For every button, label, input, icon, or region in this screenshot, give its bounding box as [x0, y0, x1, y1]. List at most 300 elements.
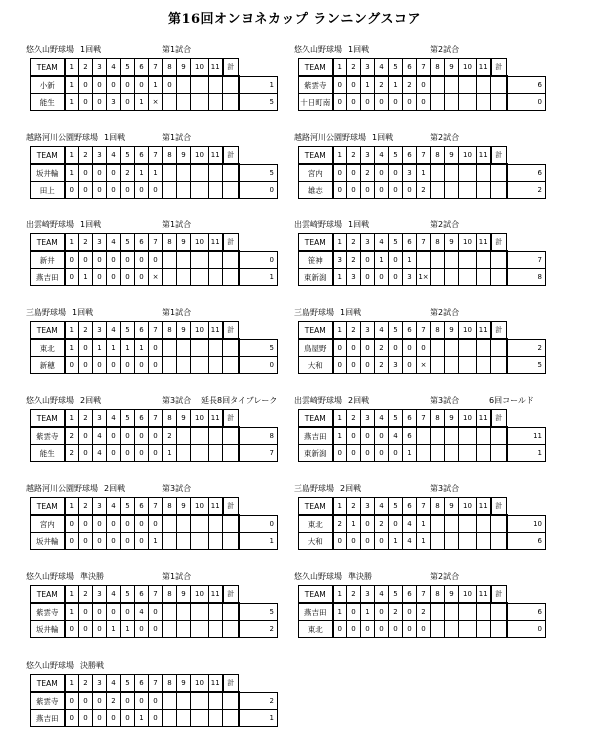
inning-column-header: 5	[121, 59, 135, 77]
inning-score-cell: 0	[361, 339, 375, 357]
team-name-cell: 小新	[31, 76, 65, 94]
team-name-cell: 田上	[31, 182, 65, 199]
inning-column-header: 7	[149, 410, 163, 428]
inning-score-cell	[445, 251, 459, 269]
inning-score-cell: 0	[361, 621, 375, 638]
score-table	[298, 585, 546, 638]
inning-score-cell: 0	[135, 445, 149, 462]
inning-score-cell: 0	[149, 182, 163, 199]
game-block	[294, 132, 552, 195]
team-score-row	[299, 533, 546, 550]
inning-score-cell	[163, 515, 177, 533]
inning-score-cell	[431, 269, 445, 286]
inning-score-cell	[445, 269, 459, 286]
game-header	[26, 571, 284, 583]
inning-column-header: 3	[93, 322, 107, 340]
inning-score-cell	[477, 357, 491, 374]
inning-column-header: 4	[107, 59, 121, 77]
team-score-row	[31, 515, 278, 533]
inning-score-cell: 1	[375, 251, 389, 269]
inning-score-cell: 1	[163, 445, 177, 462]
inning-score-cell	[459, 251, 477, 269]
inning-column-header: 11	[209, 59, 223, 77]
inning-score-cell: 0	[375, 269, 389, 286]
inning-score-cell	[209, 76, 223, 94]
team-name-cell: 大和	[299, 533, 333, 550]
game-header	[26, 44, 284, 56]
inning-score-cell: 4	[403, 515, 417, 533]
inning-score-cell: 0	[65, 692, 79, 710]
inning-score-cell: 0	[93, 603, 107, 621]
round-label: 1回戦	[348, 45, 370, 54]
team-name-cell: 東新潟	[299, 269, 333, 286]
inning-column-header: 10	[191, 234, 209, 252]
inning-score-cell: 1×	[417, 269, 431, 286]
inning-column-header: 2	[347, 59, 361, 77]
inning-score-cell	[477, 76, 491, 94]
inning-column-header: 2	[79, 59, 93, 77]
inning-column-header: 9	[445, 410, 459, 428]
inning-score-cell: 2	[333, 515, 347, 533]
team-name-cell: 鳥屋野	[299, 339, 333, 357]
inning-column-header: 11	[209, 234, 223, 252]
inning-score-cell	[491, 445, 507, 462]
inning-column-header: 8	[431, 498, 445, 516]
inning-score-cell	[177, 164, 191, 182]
inning-column-header: 9	[177, 410, 191, 428]
inning-score-cell	[191, 182, 209, 199]
inning-score-cell	[445, 445, 459, 462]
team-name-cell: 坂井輪	[31, 533, 65, 550]
game-note-label: 6回コールド	[489, 396, 534, 405]
inning-score-cell	[491, 269, 507, 286]
team-column-header: TEAM	[31, 675, 65, 693]
inning-score-cell: 0	[375, 533, 389, 550]
inning-column-header: 10	[459, 322, 477, 340]
inning-score-cell: 0	[347, 427, 361, 445]
inning-column-header: 5	[121, 147, 135, 165]
inning-score-cell: 0	[347, 94, 361, 111]
total-score-cell: 5	[507, 357, 546, 374]
inning-score-cell: 0	[417, 76, 431, 94]
venue-label: 悠久山野球場	[26, 45, 74, 54]
inning-score-cell	[417, 427, 431, 445]
total-score-cell: 1	[239, 710, 278, 727]
inning-score-cell	[191, 427, 209, 445]
round-label: 準決勝	[348, 572, 372, 581]
inning-score-cell	[191, 164, 209, 182]
inning-column-header: 6	[135, 147, 149, 165]
total-column-header: 計	[223, 59, 239, 77]
inning-score-cell: 0	[79, 182, 93, 199]
page-title: 第16回オンヨネカップ ランニングスコア	[167, 12, 422, 27]
inning-score-cell	[445, 533, 459, 550]
inning-column-header: 2	[79, 234, 93, 252]
total-score-cell: 6	[507, 76, 546, 94]
inning-score-cell: 0	[107, 445, 121, 462]
inning-column-header: 9	[445, 234, 459, 252]
total-column-header: 計	[491, 147, 507, 165]
inning-column-header: 3	[361, 147, 375, 165]
team-column-header: TEAM	[299, 234, 333, 252]
inning-column-header: 1	[65, 234, 79, 252]
inning-column-header: 3	[93, 234, 107, 252]
inning-score-cell: 0	[135, 182, 149, 199]
inning-score-cell: 1	[333, 603, 347, 621]
score-header-row	[299, 498, 546, 516]
inning-score-cell: 0	[403, 182, 417, 199]
inning-score-cell: 1	[149, 76, 163, 94]
inning-score-cell	[459, 94, 477, 111]
game-header	[26, 307, 284, 319]
inning-score-cell	[223, 339, 239, 357]
game-number-label: 第2試合	[430, 133, 460, 142]
inning-score-cell: 1	[149, 164, 163, 182]
total-score-cell: 0	[507, 621, 546, 638]
inning-column-header: 2	[79, 410, 93, 428]
inning-column-header: 10	[459, 498, 477, 516]
team-score-row	[31, 339, 278, 357]
inning-score-cell: 2	[361, 164, 375, 182]
inning-column-header: 11	[209, 322, 223, 340]
inning-score-cell: 0	[361, 269, 375, 286]
inning-column-header: 6	[135, 410, 149, 428]
game-number-label: 第3試合	[162, 396, 192, 405]
inning-score-cell	[223, 94, 239, 111]
inning-column-header: 7	[149, 234, 163, 252]
inning-column-header: 7	[149, 147, 163, 165]
inning-column-header: 7	[149, 322, 163, 340]
game-number-label: 第1試合	[162, 45, 192, 54]
inning-score-cell	[177, 515, 191, 533]
inning-score-cell: 0	[333, 445, 347, 462]
team-name-cell: 燕吉田	[31, 710, 65, 727]
team-score-row	[299, 621, 546, 638]
inning-column-header: 8	[163, 498, 177, 516]
inning-column-header: 5	[389, 147, 403, 165]
inning-column-header: 9	[177, 322, 191, 340]
inning-score-cell	[431, 182, 445, 199]
game-block	[26, 219, 284, 282]
inning-column-header: 6	[135, 498, 149, 516]
inning-score-cell: 0	[107, 710, 121, 727]
inning-score-cell	[209, 94, 223, 111]
total-column-header: 計	[491, 586, 507, 604]
inning-column-header: 7	[417, 59, 431, 77]
inning-score-cell	[459, 357, 477, 374]
game-number-label: 第1試合	[162, 220, 192, 229]
inning-score-cell: 0	[375, 603, 389, 621]
team-name-cell: 燕吉田	[31, 269, 65, 286]
inning-column-header: 3	[361, 234, 375, 252]
team-name-cell: 東新潟	[299, 445, 333, 462]
game-header	[26, 132, 284, 144]
inning-score-cell	[209, 339, 223, 357]
inning-column-header: 11	[209, 586, 223, 604]
inning-score-cell: 0	[79, 164, 93, 182]
inning-score-cell	[491, 427, 507, 445]
inning-score-cell: 0	[121, 445, 135, 462]
inning-score-cell	[223, 357, 239, 374]
score-header-row	[31, 59, 278, 77]
inning-column-header: 2	[79, 147, 93, 165]
round-label: 1回戦	[348, 220, 370, 229]
total-score-cell: 0	[239, 182, 278, 199]
inning-column-header: 8	[163, 59, 177, 77]
inning-column-header: 4	[375, 234, 389, 252]
inning-score-cell: 0	[79, 251, 93, 269]
inning-score-cell	[431, 515, 445, 533]
round-label: 決勝戦	[80, 661, 104, 670]
inning-column-header: 4	[375, 498, 389, 516]
inning-score-cell: 0	[375, 94, 389, 111]
inning-column-header: 3	[93, 675, 107, 693]
inning-column-header: 9	[445, 322, 459, 340]
score-header-row	[299, 586, 546, 604]
venue-label: 悠久山野球場	[26, 572, 74, 581]
inning-column-header: 10	[459, 410, 477, 428]
inning-score-cell	[445, 427, 459, 445]
inning-column-header: 3	[93, 498, 107, 516]
inning-score-cell	[177, 182, 191, 199]
inning-score-cell	[431, 621, 445, 638]
game-number-label: 第2試合	[430, 220, 460, 229]
inning-score-cell: 0	[121, 533, 135, 550]
inning-score-cell	[191, 357, 209, 374]
inning-column-header: 11	[477, 410, 491, 428]
total-score-cell: 2	[239, 621, 278, 638]
game-block	[294, 307, 552, 370]
venue-label: 三島野球場	[294, 484, 334, 493]
inning-score-cell: 1	[361, 603, 375, 621]
inning-score-cell: 0	[135, 427, 149, 445]
inning-score-cell: 0	[93, 357, 107, 374]
inning-score-cell: 0	[135, 269, 149, 286]
inning-score-cell: 0	[121, 357, 135, 374]
team-name-cell: 新穂	[31, 357, 65, 374]
inning-column-header: 9	[445, 498, 459, 516]
inning-score-cell: 2	[65, 445, 79, 462]
inning-column-header: 3	[93, 147, 107, 165]
inning-score-cell	[223, 515, 239, 533]
inning-score-cell	[459, 164, 477, 182]
total-column-header: 計	[491, 59, 507, 77]
inning-score-cell	[459, 621, 477, 638]
inning-score-cell: 3	[403, 164, 417, 182]
inning-score-cell	[431, 445, 445, 462]
game-block	[26, 483, 284, 546]
inning-column-header: 3	[361, 322, 375, 340]
inning-score-cell	[477, 251, 491, 269]
inning-score-cell	[459, 76, 477, 94]
inning-column-header: 10	[191, 675, 209, 693]
inning-score-cell	[477, 94, 491, 111]
inning-score-cell	[177, 603, 191, 621]
inning-score-cell: 0	[65, 269, 79, 286]
venue-label: 越路河川公園野球場	[294, 133, 366, 142]
team-name-cell: 紫雲寺	[299, 76, 333, 94]
game-block	[294, 219, 552, 282]
team-name-cell: 燕吉田	[299, 427, 333, 445]
inning-score-cell: 0	[333, 164, 347, 182]
total-score-cell: 11	[507, 427, 546, 445]
inning-score-cell	[445, 76, 459, 94]
inning-column-header: 9	[177, 147, 191, 165]
inning-column-header: 2	[347, 586, 361, 604]
inning-column-header: 2	[79, 322, 93, 340]
game-block	[26, 571, 284, 634]
inning-score-cell	[191, 692, 209, 710]
inning-column-header: 3	[93, 586, 107, 604]
inning-column-header: 4	[375, 322, 389, 340]
game-header	[294, 483, 552, 495]
inning-column-header: 3	[93, 410, 107, 428]
inning-score-cell: 4	[135, 603, 149, 621]
inning-column-header: 2	[79, 675, 93, 693]
team-name-cell: 紫雲寺	[31, 427, 65, 445]
inning-score-cell: 0	[163, 76, 177, 94]
team-column-header: TEAM	[31, 234, 65, 252]
inning-score-cell: 0	[107, 533, 121, 550]
inning-column-header: 9	[445, 147, 459, 165]
inning-score-cell: 0	[149, 445, 163, 462]
inning-column-header: 5	[121, 410, 135, 428]
score-table	[298, 409, 546, 462]
team-column-header: TEAM	[31, 322, 65, 340]
inning-score-cell	[223, 603, 239, 621]
inning-column-header: 11	[209, 147, 223, 165]
inning-score-cell: 0	[361, 182, 375, 199]
inning-score-cell: 0	[93, 621, 107, 638]
score-header-row	[31, 410, 278, 428]
inning-score-cell	[491, 164, 507, 182]
inning-column-header: 9	[445, 586, 459, 604]
inning-column-header: 4	[107, 410, 121, 428]
inning-score-cell: 2	[375, 339, 389, 357]
team-score-row	[31, 182, 278, 199]
score-table	[298, 233, 546, 286]
inning-score-cell: 0	[93, 164, 107, 182]
inning-score-cell	[223, 182, 239, 199]
team-score-row	[299, 445, 546, 462]
team-name-cell: 宮内	[299, 164, 333, 182]
inning-score-cell: 0	[65, 182, 79, 199]
inning-score-cell: 0	[79, 533, 93, 550]
inning-score-cell: 0	[135, 621, 149, 638]
inning-score-cell	[223, 427, 239, 445]
inning-score-cell	[431, 339, 445, 357]
score-table	[298, 497, 546, 550]
inning-column-header: 8	[431, 586, 445, 604]
inning-score-cell	[177, 251, 191, 269]
inning-column-header: 1	[333, 322, 347, 340]
inning-score-cell: 2	[347, 251, 361, 269]
inning-score-cell	[223, 692, 239, 710]
total-column-header: 計	[223, 234, 239, 252]
inning-column-header: 1	[65, 675, 79, 693]
inning-score-cell	[163, 710, 177, 727]
team-column-header: TEAM	[31, 410, 65, 428]
team-name-cell: 十日町南	[299, 94, 333, 111]
inning-score-cell: 0	[121, 94, 135, 111]
inning-score-cell: 0	[107, 182, 121, 199]
inning-score-cell: 1	[389, 76, 403, 94]
inning-score-cell	[431, 427, 445, 445]
venue-label: 出雲崎野球場	[294, 396, 342, 405]
inning-score-cell	[431, 603, 445, 621]
inning-column-header: 10	[191, 586, 209, 604]
team-score-row	[31, 94, 278, 111]
inning-score-cell: 0	[347, 357, 361, 374]
inning-score-cell	[477, 182, 491, 199]
inning-column-header: 2	[347, 322, 361, 340]
team-score-row	[31, 692, 278, 710]
inning-score-cell	[459, 339, 477, 357]
team-score-row	[299, 515, 546, 533]
inning-score-cell	[491, 621, 507, 638]
inning-score-cell: 0	[389, 621, 403, 638]
inning-score-cell	[209, 251, 223, 269]
inning-score-cell: 0	[361, 515, 375, 533]
inning-score-cell: 0	[65, 251, 79, 269]
inning-column-header: 9	[177, 586, 191, 604]
score-header-row	[299, 322, 546, 340]
inning-column-header: 8	[163, 147, 177, 165]
score-header-row	[299, 59, 546, 77]
inning-score-cell: 1	[403, 445, 417, 462]
game-block	[26, 660, 284, 723]
game-block	[26, 44, 284, 107]
team-score-row	[31, 164, 278, 182]
inning-score-cell: 0	[79, 94, 93, 111]
inning-column-header: 1	[333, 147, 347, 165]
game-header	[26, 483, 284, 495]
inning-score-cell	[223, 533, 239, 550]
score-table	[30, 321, 278, 374]
inning-score-cell	[477, 164, 491, 182]
inning-column-header: 4	[107, 498, 121, 516]
inning-score-cell: 0	[417, 339, 431, 357]
inning-score-cell: 0	[135, 692, 149, 710]
inning-score-cell: 0	[107, 269, 121, 286]
inning-score-cell	[191, 515, 209, 533]
inning-score-cell	[445, 357, 459, 374]
inning-score-cell: 0	[65, 621, 79, 638]
round-label: 1回戦	[80, 220, 102, 229]
inning-column-header: 8	[431, 410, 445, 428]
game-block	[26, 132, 284, 195]
inning-score-cell	[459, 182, 477, 199]
score-header-row	[31, 147, 278, 165]
inning-score-cell	[459, 515, 477, 533]
inning-score-cell	[209, 269, 223, 286]
inning-score-cell: 0	[403, 357, 417, 374]
inning-score-cell: 0	[389, 445, 403, 462]
inning-column-header: 8	[431, 59, 445, 77]
inning-score-cell	[477, 269, 491, 286]
inning-score-cell	[491, 603, 507, 621]
inning-score-cell: 0	[79, 515, 93, 533]
inning-score-cell	[209, 692, 223, 710]
inning-score-cell: 0	[149, 515, 163, 533]
inning-column-header: 1	[65, 410, 79, 428]
inning-column-header: 1	[65, 59, 79, 77]
total-score-cell: 5	[239, 164, 278, 182]
inning-score-cell: 2	[375, 76, 389, 94]
inning-column-header: 5	[389, 498, 403, 516]
inning-score-cell: 1	[65, 603, 79, 621]
inning-score-cell: 0	[375, 445, 389, 462]
